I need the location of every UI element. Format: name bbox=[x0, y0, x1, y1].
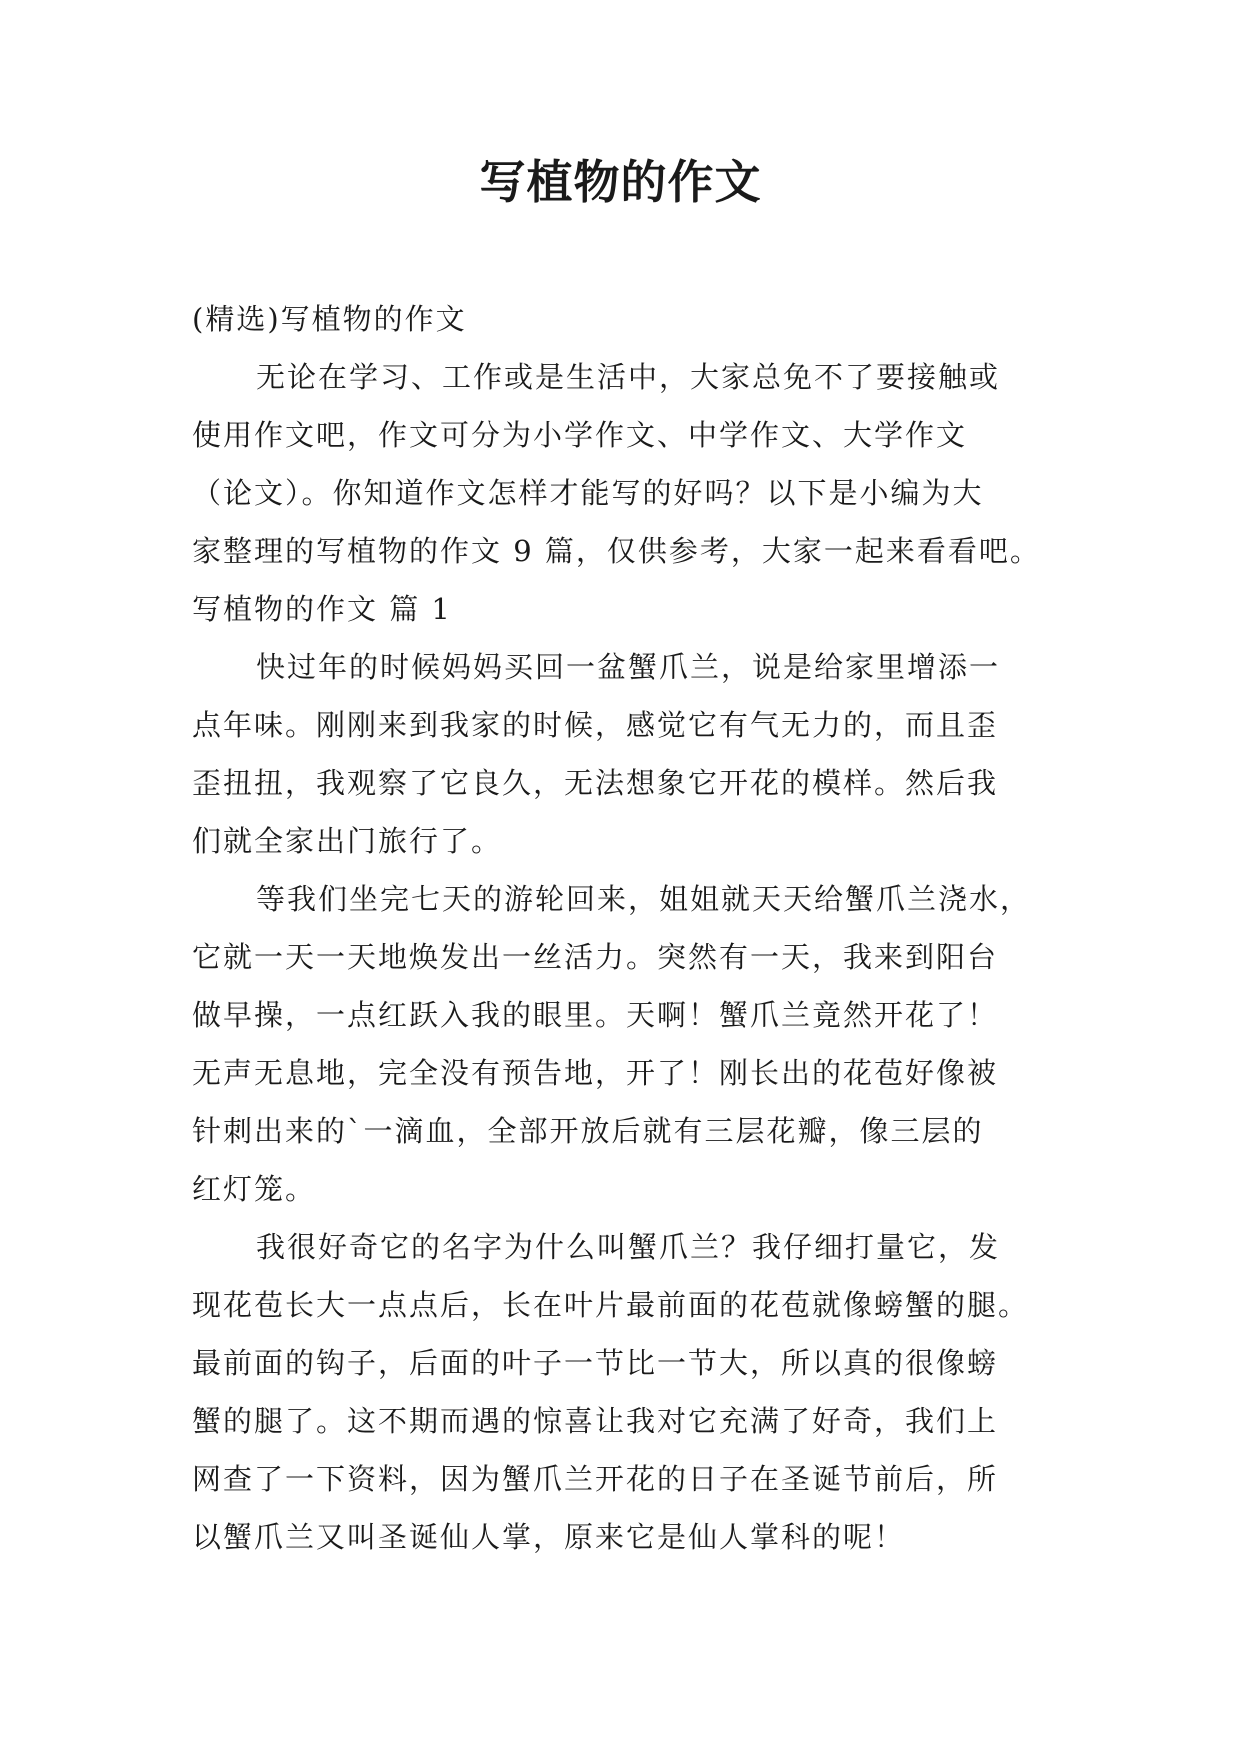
text-line: 点年味。刚刚来到我家的时候，感觉它有气无力的，而且歪 bbox=[192, 708, 999, 742]
text-line: 现花苞长大一点点后，长在叶片最前面的花苞就像螃蟹的腿。 bbox=[192, 1288, 1030, 1322]
text-line: 等我们坐完七天的游轮回来，姐姐就天天给蟹爪兰浇水， bbox=[256, 882, 1032, 916]
text-line: 最前面的钩子，后面的叶子一节比一节大，所以真的很像螃 bbox=[192, 1346, 999, 1380]
text-line: 写植物的作文 篇 1 bbox=[192, 592, 452, 626]
text-line: （论文）。你知道作文怎样才能写的好吗？以下是小编为大 bbox=[192, 476, 984, 510]
text-line: 歪扭扭，我观察了它良久，无法想象它开花的模样。然后我 bbox=[192, 766, 999, 800]
text-line: 们就全家出门旅行了。 bbox=[192, 824, 503, 858]
text-line: 蟹的腿了。这不期而遇的惊喜让我对它充满了好奇，我们上 bbox=[192, 1404, 999, 1438]
text-line: 我很好奇它的名字为什么叫蟹爪兰？我仔细打量它，发 bbox=[256, 1230, 1001, 1264]
text-line: 无声无息地，完全没有预告地，开了！刚长出的花苞好像被 bbox=[192, 1056, 999, 1090]
text-line: 快过年的时候妈妈买回一盆蟹爪兰，说是给家里增添一 bbox=[256, 650, 1001, 684]
text-line: 红灯笼。 bbox=[192, 1172, 317, 1206]
text-line: 无论在学习、工作或是生活中，大家总免不了要接触或 bbox=[256, 360, 1001, 394]
text-line: 它就一天一天地焕发出一丝活力。突然有一天，我来到阳台 bbox=[192, 940, 999, 974]
text-line: 针刺出来的`一滴血，全部开放后就有三层花瓣，像三层的 bbox=[192, 1114, 984, 1148]
text-line: 家整理的写植物的作文 9 篇，仅供参考，大家一起来看看吧。 bbox=[192, 534, 1041, 568]
document-title: 写植物的作文 bbox=[479, 155, 762, 209]
text-line: 以蟹爪兰又叫圣诞仙人掌，原来它是仙人掌科的呢！ bbox=[192, 1520, 906, 1554]
document-body bbox=[192, 290, 1064, 1566]
document-subtitle: (精选)写植物的作文 bbox=[192, 302, 467, 336]
text-line: 网查了一下资料，因为蟹爪兰开花的日子在圣诞节前后，所 bbox=[192, 1462, 999, 1496]
text-line: 做早操，一点红跃入我的眼里。天啊！蟹爪兰竟然开花了！ bbox=[192, 998, 999, 1032]
text-line: 使用作文吧，作文可分为小学作文、中学作文、大学作文 bbox=[192, 418, 968, 452]
